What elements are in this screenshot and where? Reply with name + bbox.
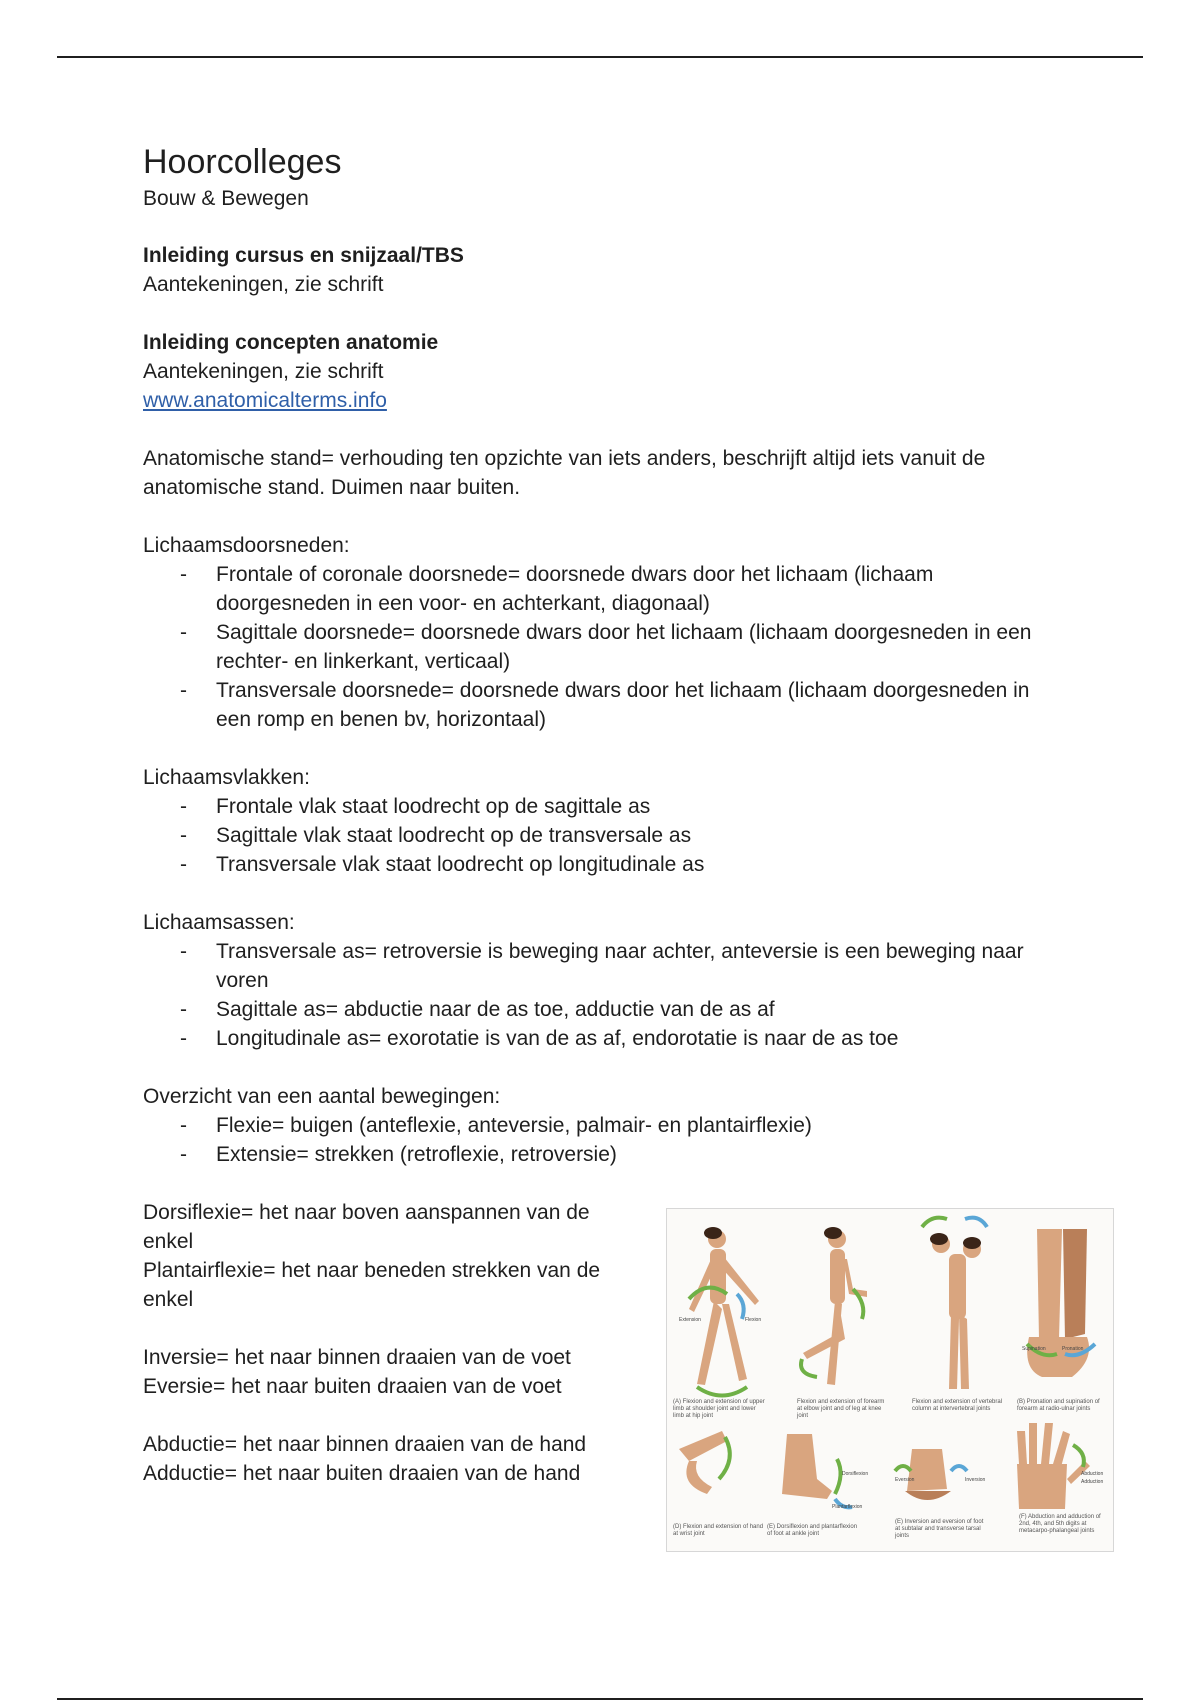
cross-sections-heading: Lichaamsdoorsneden: <box>143 534 350 557</box>
figure-caption: (F) Abduction and adduction of 2nd, 4th, and 5th digits at metacarpo-phalangeal joints <box>1019 1514 1101 1534</box>
axes-heading: Lichaamsassen: <box>143 911 295 934</box>
list-item: - Transversale vlak staat loodrecht op longitudinale as <box>216 850 1063 879</box>
list-item: - Transversale as= retroversie is beweging naar achter, anteversie is een beweging naar voren <box>216 937 1063 995</box>
figure-label: Supination <box>1022 1346 1046 1352</box>
planes-heading: Lichaamsvlakken: <box>143 766 310 789</box>
figure-label: Dorsiflexion <box>842 1471 869 1477</box>
figure-label: Plantarflexion <box>832 1504 863 1510</box>
definition-dorsiflexion: Dorsiflexie= het naar boven aanspannen van de enkel <box>143 1201 590 1253</box>
anatomical-stand-paragraph: Anatomische stand= verhouding ten opzichte van iets anders, beschrijft altijd iets vanuit de anatomische stand. Duimen naar buiten. <box>143 447 986 499</box>
figure-label: Flexion <box>745 1317 762 1323</box>
figure-vertebral-flexion <box>922 1218 987 1389</box>
top-rule <box>57 56 1143 58</box>
figure-label: Adduction <box>1081 1479 1104 1485</box>
page-title: Hoorcolleges <box>143 143 342 181</box>
list-item: - Flexie= buigen (anteflexie, anteversie, palmair- en plantairflexie) <box>216 1111 1063 1140</box>
figure-caption: (E) Dorsiflexion and plantarflexion of foot at ankle joint <box>767 1524 858 1537</box>
figure-label: Pronation <box>1062 1346 1084 1352</box>
movements-list <box>143 1111 1063 1169</box>
definition-inversion: Inversie= het naar binnen draaien van de voet <box>143 1346 571 1369</box>
movements-heading: Overzicht van een aantal bewegingen: <box>143 1085 501 1108</box>
figure-foot-inversion <box>895 1449 967 1500</box>
anatomicalterms-link[interactable]: www.anatomicalterms.info <box>143 389 387 412</box>
figure-pronation-supination <box>1027 1229 1095 1377</box>
figure-label: Eversion <box>895 1477 915 1483</box>
list-item: - Transversale doorsnede= doorsnede dwars door het lichaam (lichaam doorgesneden in een romp en benen bv, horizontaal) <box>216 676 1063 734</box>
figure-knee-elbow-flexion <box>801 1227 867 1385</box>
section-note-intro-course: Aantekeningen, zie schrift <box>143 273 384 296</box>
definition-eversion: Eversie= het naar buiten draaien van de voet <box>143 1375 562 1398</box>
figure-caption: (A) Flexion and extension of upper limb at shoulder joint and lower limb at hip joint <box>673 1399 765 1419</box>
figure-finger-abduction <box>1017 1423 1090 1509</box>
figure-caption: Flexion and extension of vertebral column at intervertebral joints <box>912 1399 1003 1412</box>
figure-label: Abduction <box>1081 1471 1104 1477</box>
movements-figure <box>666 1208 1114 1552</box>
list-item: - Sagittale doorsnede= doorsnede dwars door het lichaam (lichaam doorgesneden in een rechter- en linkerkant, verticaal) <box>216 618 1063 676</box>
figure-caption: Flexion and extension of forearm at elbow joint and of leg at knee joint <box>797 1399 885 1419</box>
list-item: - Sagittale vlak staat loodrecht op de transversale as <box>216 821 1063 850</box>
list-item: - Extensie= strekken (retroflexie, retroversie) <box>216 1140 1063 1169</box>
figure-caption: (B) Pronation and supination of forearm at radio-ulnar joints <box>1017 1399 1100 1412</box>
list-item: - Frontale vlak staat loodrecht op de sagittale as <box>216 792 1063 821</box>
figure-hip-shoulder-flexion <box>689 1227 762 1396</box>
figure-label: Inversion <box>965 1477 986 1483</box>
list-item: - Longitudinale as= exorotatie is van de as af, endorotatie is naar de as toe <box>216 1024 1063 1053</box>
list-item: - Sagittale as= abductie naar de as toe, adductie van de as af <box>216 995 1063 1024</box>
axes-list <box>143 937 1063 1053</box>
figure-wrist-flexion <box>679 1431 730 1494</box>
movements-illustration <box>667 1209 1113 1551</box>
figure-label: Extension <box>679 1317 701 1323</box>
page-subtitle: Bouw & Bewegen <box>143 187 309 210</box>
section-heading-intro-concepts: Inleiding concepten anatomie <box>143 331 439 354</box>
list-item: - Frontale of coronale doorsnede= doorsnede dwars door het lichaam (lichaam doorgesneden in een voor- en achterkant, diagonaal) <box>216 560 1063 618</box>
figure-caption: (E) Inversion and eversion of foot at subtalar and transverse tarsal joints <box>895 1519 984 1539</box>
figure-caption: (D) Flexion and extension of hand at wrist joint <box>673 1524 764 1537</box>
definition-abduction: Abductie= het naar binnen draaien van de hand <box>143 1433 587 1456</box>
section-heading-intro-course: Inleiding cursus en snijzaal/TBS <box>143 244 464 267</box>
definitions-column <box>143 1198 643 1488</box>
cross-sections-list <box>143 560 1063 734</box>
section-note-intro-concepts: Aantekeningen, zie schrift <box>143 360 384 383</box>
definition-adduction: Adductie= het naar buiten draaien van de hand <box>143 1462 581 1485</box>
planes-list <box>143 792 1063 879</box>
definition-plantarflexion: Plantairflexie= het naar beneden strekken van de enkel <box>143 1259 601 1311</box>
